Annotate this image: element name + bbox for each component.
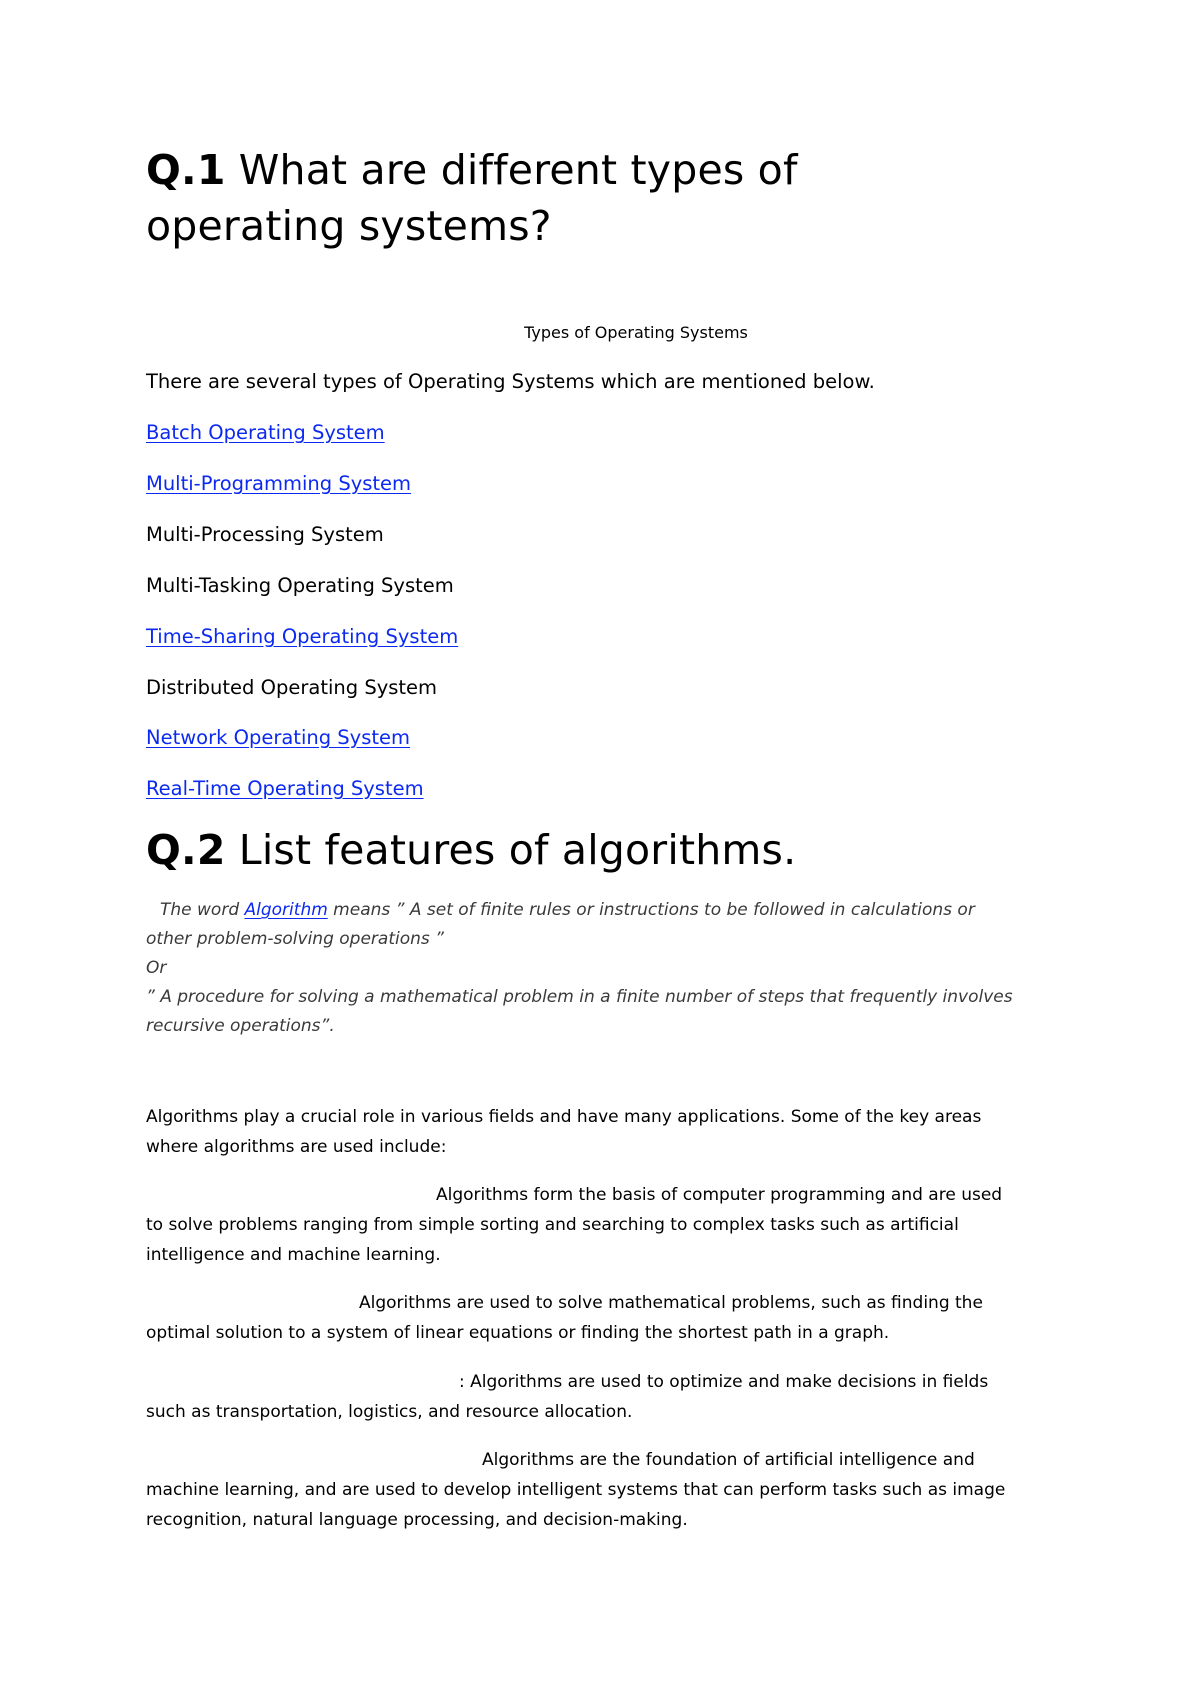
quote-line3: Or bbox=[146, 958, 167, 978]
area-2-line2: optimal solution to a system of linear equations or finding the shortest path in a graph. bbox=[146, 1323, 890, 1343]
area-1-line2: to solve problems ranging from simple sorting and searching to complex tasks such as artificial bbox=[146, 1215, 959, 1235]
area-4-line3: recognition, natural language processing, and decision-making. bbox=[146, 1510, 688, 1530]
quote-line2: other problem-solving operations ” bbox=[146, 929, 444, 949]
os-item-multiprocessing: Multi-Processing System bbox=[146, 523, 384, 546]
area-4-line2: machine learning, and are used to develop intelligent systems that can perform tasks such as image bbox=[146, 1480, 1006, 1500]
q1-number: Q.1 bbox=[146, 146, 226, 194]
algorithm-link[interactable]: Algorithm bbox=[244, 900, 328, 920]
area-operations-research bbox=[146, 1367, 1106, 1427]
figure-caption: Types of Operating Systems bbox=[524, 323, 748, 342]
area-2-line1: Algorithms are used to solve mathematical problems, such as finding the bbox=[359, 1293, 983, 1313]
os-item-multitasking: Multi-Tasking Operating System bbox=[146, 574, 454, 597]
quote-prefix: The word bbox=[160, 900, 245, 920]
os-item-distributed: Distributed Operating System bbox=[146, 676, 438, 699]
area-3-line1: : Algorithms are used to optimize and make decisions in fields bbox=[459, 1372, 989, 1392]
os-item-timesharing-link[interactable]: Time-Sharing Operating System bbox=[146, 625, 459, 648]
quote-line1-rest: means ” A set of finite rules or instructions to be followed in calculations or bbox=[327, 900, 975, 920]
q2-heading bbox=[146, 822, 1126, 878]
applications-intro-line2: where algorithms are used include: bbox=[146, 1137, 447, 1157]
quote-line4: ” A procedure for solving a mathematical problem in a finite number of steps that frequently involves bbox=[146, 987, 1013, 1007]
q1-title-line1: What are different types of bbox=[238, 146, 798, 194]
q2-number: Q.2 bbox=[146, 826, 226, 874]
q1-title-line2: operating systems? bbox=[146, 202, 552, 250]
area-3-line2: such as transportation, logistics, and resource allocation. bbox=[146, 1402, 633, 1422]
applications-intro-line1: Algorithms play a crucial role in various fields and have many applications. Some of the key areas bbox=[146, 1107, 982, 1127]
quote-line5: recursive operations”. bbox=[146, 1016, 335, 1036]
area-1-line1: Algorithms form the basis of computer programming and are used bbox=[436, 1185, 1003, 1205]
applications-intro bbox=[146, 1102, 1106, 1162]
os-item-network-link[interactable]: Network Operating System bbox=[146, 726, 411, 749]
q1-heading bbox=[146, 142, 1066, 254]
q1-intro: There are several types of Operating Systems which are mentioned below. bbox=[146, 370, 875, 393]
area-computer-science bbox=[146, 1180, 1106, 1270]
area-4-line1: Algorithms are the foundation of artificial intelligence and bbox=[482, 1450, 975, 1470]
algorithm-definition-quote bbox=[146, 896, 1086, 1041]
area-mathematics bbox=[146, 1288, 1106, 1348]
area-1-line3: intelligence and machine learning. bbox=[146, 1245, 441, 1265]
area-artificial-intelligence bbox=[146, 1445, 1106, 1535]
q2-title: List features of algorithms. bbox=[238, 826, 797, 874]
os-item-multiprogramming-link[interactable]: Multi-Programming System bbox=[146, 472, 412, 495]
os-item-realtime-link[interactable]: Real-Time Operating System bbox=[146, 777, 424, 800]
os-item-batch-link[interactable]: Batch Operating System bbox=[146, 421, 385, 444]
